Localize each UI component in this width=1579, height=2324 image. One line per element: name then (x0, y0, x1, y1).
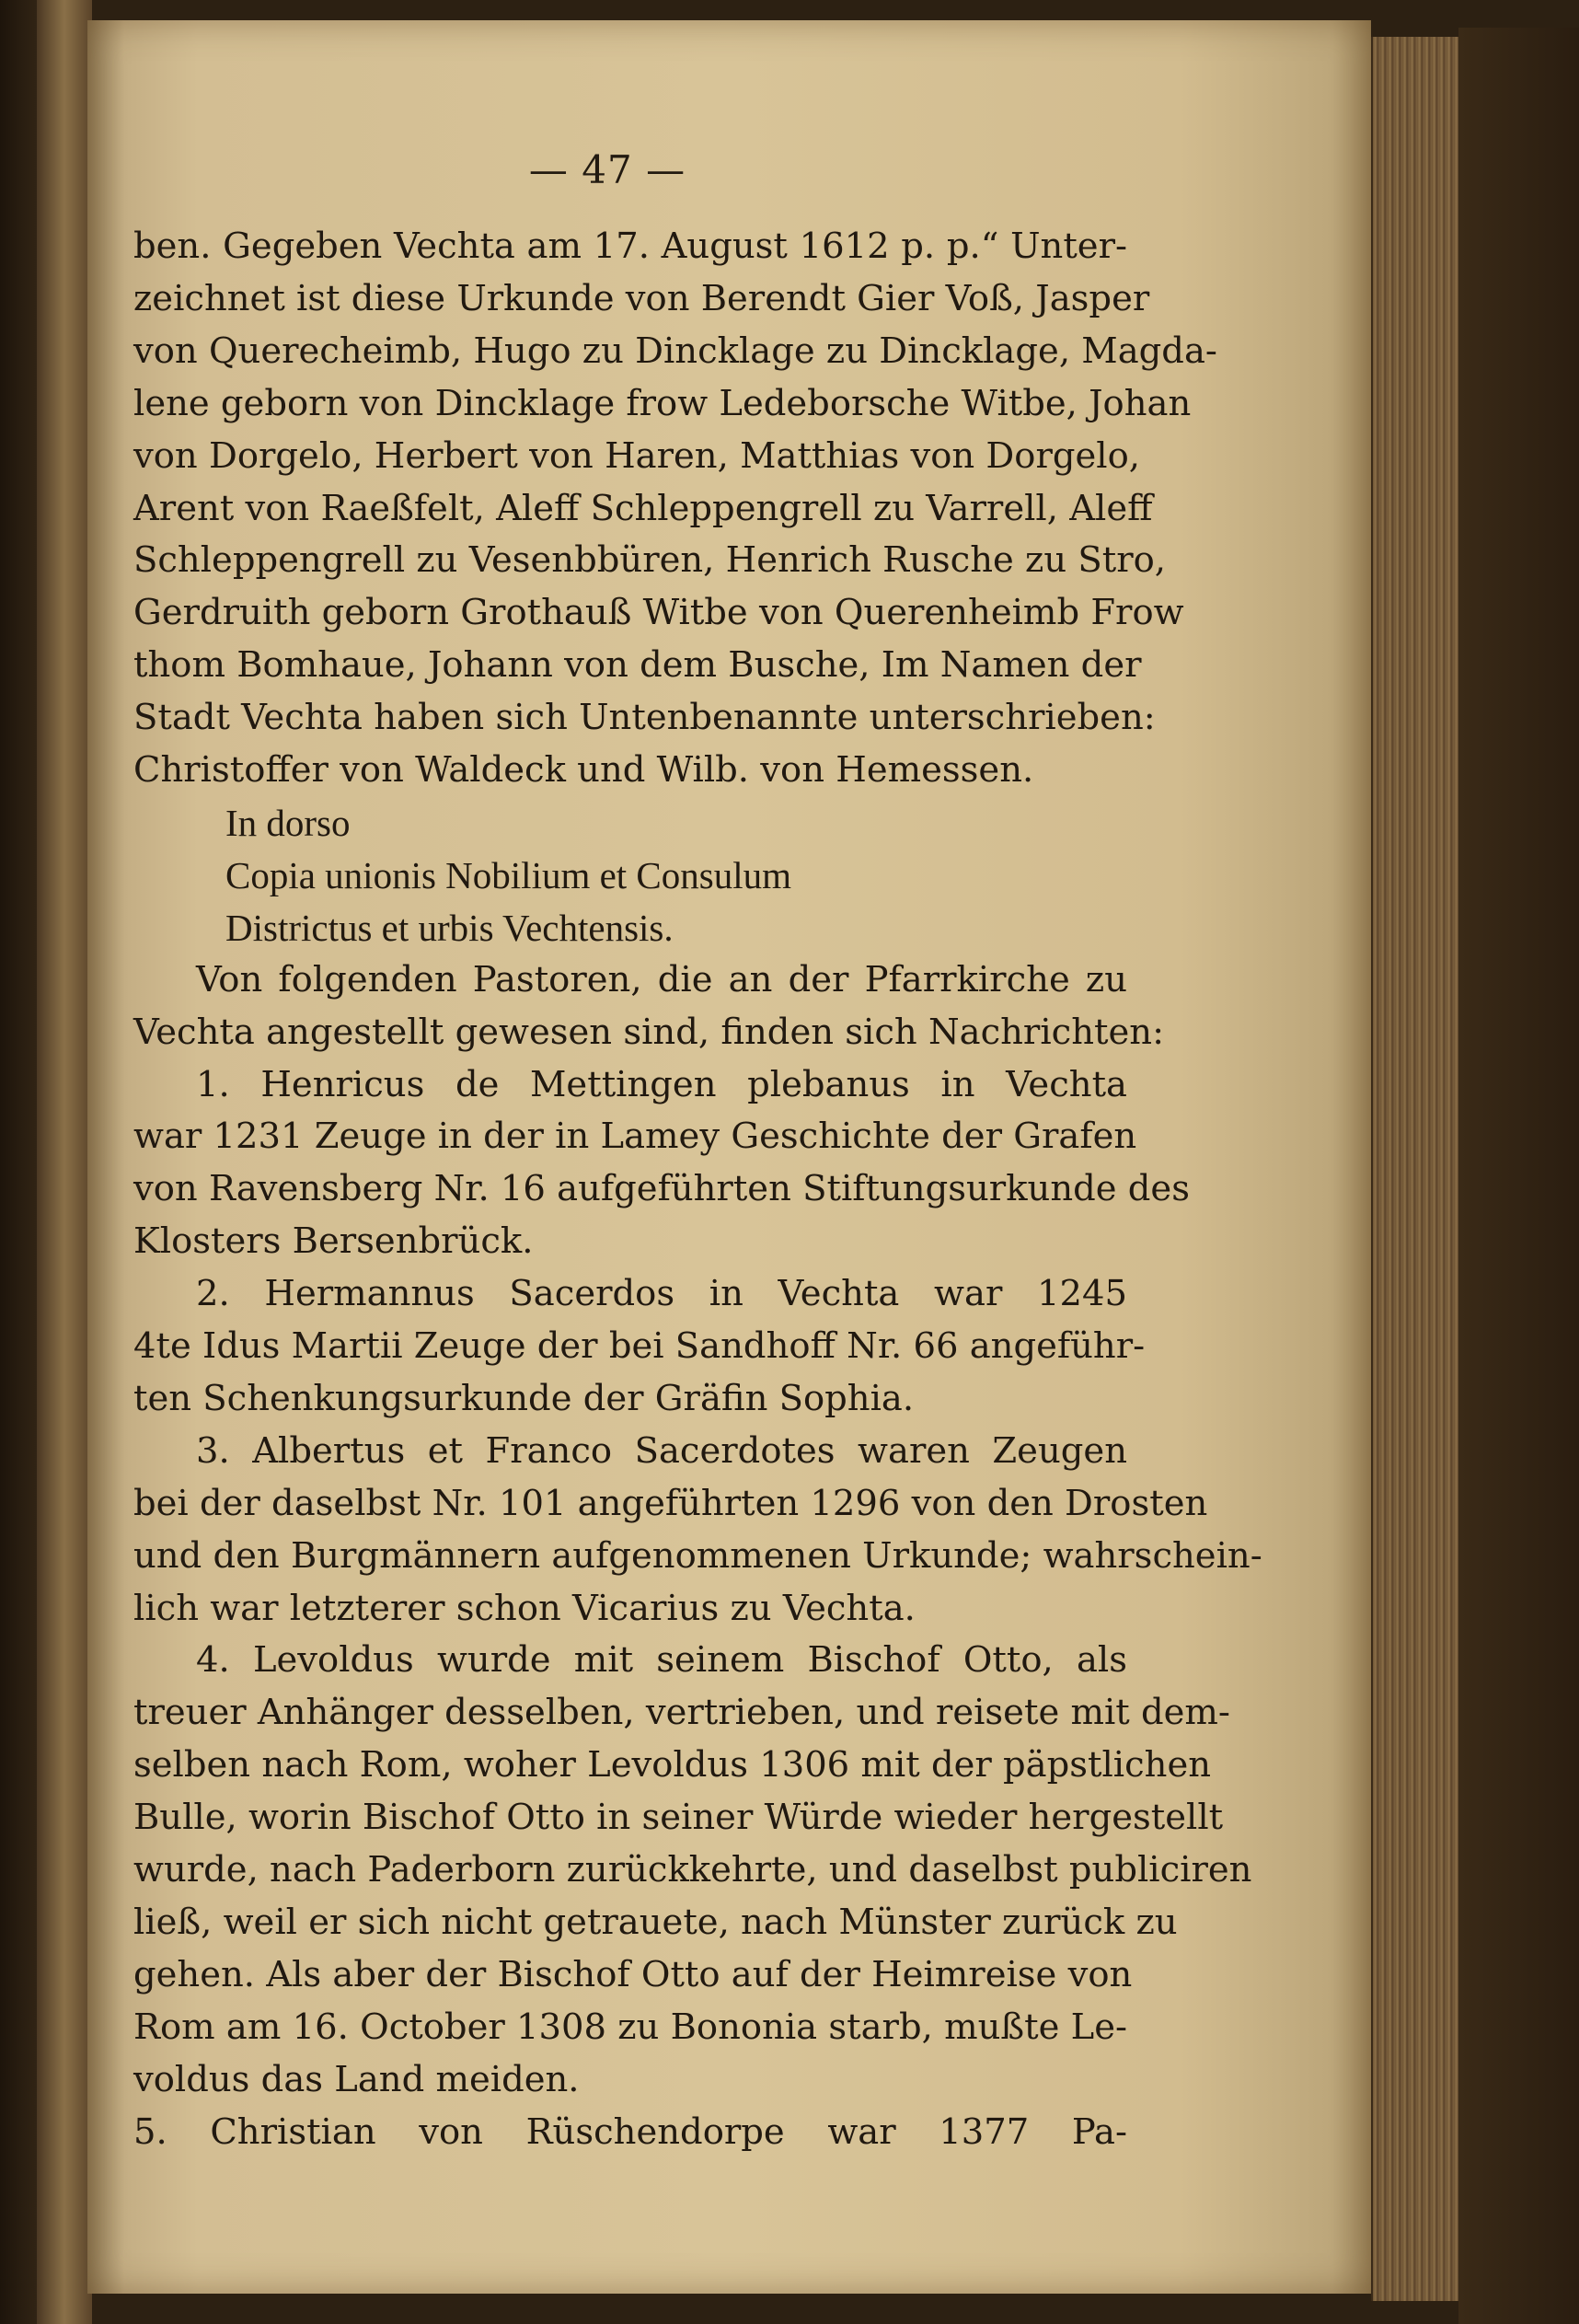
text-line: ließ, weil er sich nicht getrauete, nach Münster zurück zu (133, 1902, 1178, 1943)
page-body (133, 221, 1262, 2159)
text-line: lene geborn von Dincklage frow Ledeborsche Witbe, Johan (133, 382, 1192, 424)
text-line: Gerdruith geborn Grothauß Witbe von Querenheimb Frow (133, 592, 1184, 634)
text-line: zeichnet ist diese Urkunde von Berendt Gier Voß, Jasper (133, 277, 1150, 319)
list-item-1: 1. Henricus de Mettingen plebanus in Vechta (196, 1063, 1127, 1105)
text-line: Arent von Raeßfelt, Aleff Schleppengrell zu Varrell, Aleff (133, 487, 1153, 529)
text-line: bei der daselbst Nr. 101 angeführten 1296 von den Drosten (133, 1482, 1208, 1524)
text-line: Vechta angestellt gewesen sind, finden sich Nachrichten: (133, 1011, 1165, 1053)
list-item-3: 3. Albertus et Franco Sacerdotes waren Zeugen (196, 1429, 1127, 1472)
text-line: war 1231 Zeuge in der in Lamey Geschichte der Grafen (133, 1116, 1137, 1158)
text-line: voldus das Land meiden. (133, 2058, 580, 2100)
text-line: von Ravensberg Nr. 16 aufgeführten Stiftungsurkunde des (133, 1168, 1190, 1210)
text-line: Bulle, worin Bischof Otto in seiner Würde wieder hergestellt (133, 1797, 1224, 1839)
text-line: 4te Idus Martii Zeuge der bei Sandhoff Nr. 66 angeführ- (133, 1325, 1146, 1368)
text-line: ten Schenkungsurkunde der Gräfin Sophia. (133, 1377, 915, 1419)
page-edges (1371, 37, 1460, 2301)
text-line: wurde, nach Paderborn zurückkehrte, und daselbst publiciren (133, 1849, 1252, 1891)
text-line: Rom am 16. October 1308 zu Bononia starb, mußte Le- (133, 2006, 1127, 2048)
latin-line: In dorso (225, 801, 351, 844)
text-line: von Querecheimb, Hugo zu Dincklage zu Dincklage, Magda- (133, 330, 1217, 372)
text-line: von Dorgelo, Herbert von Haren, Matthias von Dorgelo, (133, 434, 1141, 477)
text-line: lich war letzterer schon Vicarius zu Vechta. (133, 1587, 916, 1629)
text-line: thom Bomhaue, Johann von dem Busche, Im Namen der (133, 644, 1142, 687)
page-number: — 47 — (528, 147, 686, 192)
book-cover-edge (1458, 28, 1579, 2324)
text-line: selben nach Rom, woher Levoldus 1306 mit der päpstlichen (133, 1744, 1212, 1786)
list-item-2: 2. Hermannus Sacerdos in Vechta war 1245 (196, 1273, 1127, 1315)
text-line: Schleppengrell zu Vesenbbüren, Henrich Rusche zu Stro, (133, 539, 1167, 582)
list-item-5: 5. Christian von Rüschendorpe war 1377 Pa- (133, 2110, 1127, 2153)
list-item-4: 4. Levoldus wurde mit seinem Bischof Otto, als (196, 1639, 1127, 1682)
latin-line: Districtus et urbis Vechtensis. (225, 906, 674, 949)
book-gutter (37, 0, 92, 2324)
text-line: und den Burgmännern aufgenommenen Urkunde; wahrschein- (133, 1534, 1262, 1577)
text-line: ben. Gegeben Vechta am 17. August 1612 p. p.“ Unter- (133, 225, 1127, 267)
text-line: Stadt Vechta haben sich Untenbenannte unterschrieben: (133, 697, 1156, 739)
text-line: gehen. Als aber der Bischof Otto auf der Heimreise von (133, 1953, 1133, 1995)
latin-line: Copia unionis Nobilium et Consulum (225, 853, 792, 896)
text-line: Von folgenden Pastoren, die an der Pfarrkirche zu (196, 958, 1127, 1000)
text-line: Klosters Bersenbrück. (133, 1220, 534, 1263)
text-line: Christoffer von Waldeck und Wilb. von Hemessen. (133, 749, 1034, 792)
text-line: treuer Anhänger desselben, vertrieben, und reisete mit dem- (133, 1692, 1230, 1734)
